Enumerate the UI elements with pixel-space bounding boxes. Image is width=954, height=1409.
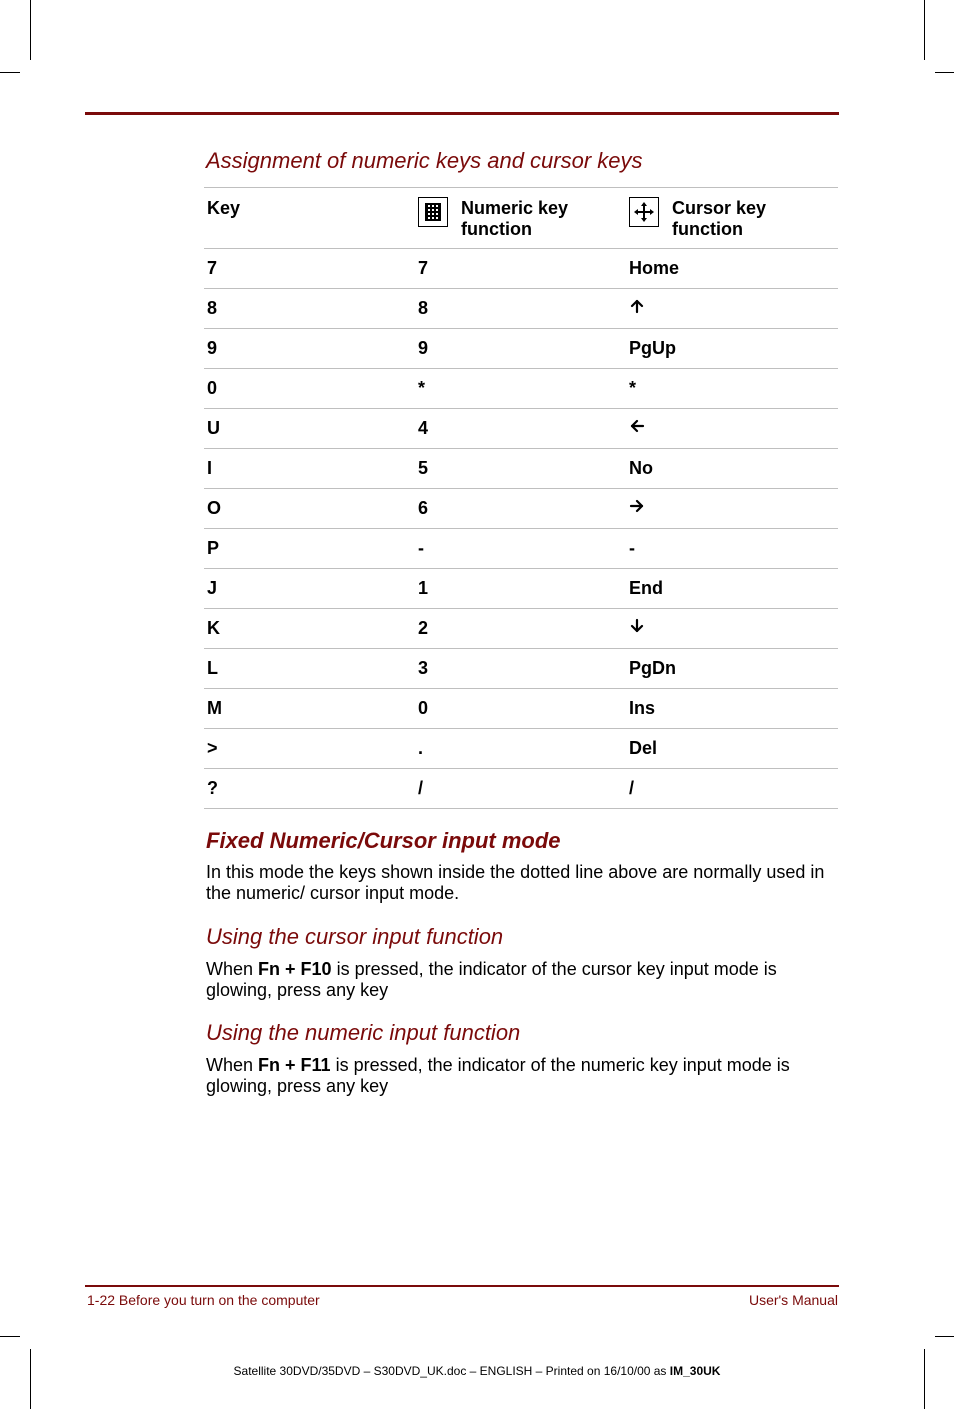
cell-cursor: - (629, 538, 635, 558)
table-row (204, 729, 838, 769)
cursor-input-text: When Fn + F10 is pressed, the indicator of the cursor key input mode is glowing, press any key (206, 959, 777, 1000)
table-row (204, 329, 838, 369)
table-title: Assignment of numeric keys and cursor keys (206, 148, 643, 173)
header-numeric (418, 188, 629, 249)
cell-cursor (629, 609, 838, 649)
header-key: Key (207, 198, 241, 218)
header-rule (85, 112, 839, 115)
cell-key: U (207, 418, 220, 438)
cell-numeric: 7 (418, 258, 429, 278)
cell-cursor: PgDn (629, 658, 676, 678)
numeric-input-keys: Fn + F11 (258, 1055, 331, 1075)
cell-cursor: Home (629, 258, 680, 278)
cursor-cross-icon (629, 197, 659, 227)
cell-cursor (629, 409, 838, 449)
crop-mark (935, 1336, 954, 1337)
cell-cursor: End (629, 578, 663, 598)
cell-numeric: 1 (418, 578, 429, 598)
keypad-grid-icon (418, 197, 448, 227)
table-row (204, 529, 838, 569)
cell-cursor: Ins (629, 698, 656, 718)
table-row (204, 609, 838, 649)
arrow-down-icon (629, 618, 645, 639)
footer-rule (85, 1285, 839, 1287)
cell-key: 8 (207, 298, 218, 318)
header-numeric-line1: Numeric key (461, 198, 569, 218)
crop-mark (924, 1349, 925, 1409)
cell-key: I (207, 458, 213, 478)
table-row (204, 769, 838, 809)
table-row (204, 449, 838, 489)
table-row (204, 249, 838, 289)
print-info-line: Satellite 30DVD/35DVD – S30DVD_UK.doc – ENGLISH – Printed on 16/10/00 as IM_30UK (233, 1364, 721, 1378)
cell-numeric: * (418, 378, 426, 398)
cell-cursor: PgUp (629, 338, 676, 358)
header-cursor (629, 188, 838, 249)
table-row (204, 569, 838, 609)
cursor-input-section (206, 924, 836, 1001)
cell-key: K (207, 618, 220, 638)
cell-key: ? (207, 778, 218, 798)
cell-key: J (207, 578, 218, 598)
cell-key: M (207, 698, 222, 718)
cell-cursor (629, 289, 838, 329)
cell-numeric: 8 (418, 298, 429, 318)
arrow-left-icon (629, 418, 645, 439)
table-header-row (204, 188, 838, 249)
cell-numeric: - (418, 538, 424, 558)
cell-cursor: * (629, 378, 637, 398)
table-row (204, 369, 838, 409)
key-assignment-table (204, 187, 838, 809)
header-cursor-line1: Cursor key (672, 198, 767, 218)
table-row (204, 489, 838, 529)
cell-numeric: 6 (418, 498, 429, 518)
cell-numeric: 2 (418, 618, 429, 638)
cell-numeric: 4 (418, 418, 429, 438)
crop-mark (30, 1349, 31, 1409)
cell-cursor: No (629, 458, 653, 478)
cell-key: > (207, 738, 218, 758)
fixed-mode-section (206, 828, 836, 904)
crop-mark (0, 1336, 20, 1337)
footer-page-ref: 1-22 Before you turn on the computer (87, 1292, 320, 1308)
table-row (204, 649, 838, 689)
cursor-input-keys: Fn + F10 (258, 959, 332, 979)
fixed-mode-text: In this mode the keys shown inside the dotted line above are normally used in the numeric/ cursor input mode. (206, 862, 825, 903)
crop-mark (0, 72, 20, 73)
print-code: IM_30UK (669, 1364, 721, 1378)
cell-numeric: / (418, 778, 424, 798)
cell-cursor: Del (629, 738, 658, 758)
cell-numeric: . (418, 738, 424, 758)
footer-manual: User's Manual (748, 1292, 838, 1308)
table-row (204, 409, 838, 449)
crop-mark (30, 0, 31, 60)
cell-key: L (207, 658, 218, 678)
numeric-input-heading: Using the numeric input function (206, 1020, 521, 1045)
cell-key: 0 (207, 378, 218, 398)
cell-key: 7 (207, 258, 218, 278)
fixed-mode-heading: Fixed Numeric/Cursor input mode (206, 828, 561, 853)
header-cursor-line2: function (672, 219, 743, 239)
arrow-right-icon (629, 498, 645, 519)
arrow-up-icon (629, 298, 645, 319)
cell-key: P (207, 538, 220, 558)
header-numeric-line2: function (461, 219, 532, 239)
cell-numeric: 0 (418, 698, 429, 718)
numeric-input-section (206, 1020, 836, 1097)
cell-key: O (207, 498, 222, 518)
table-row (204, 689, 838, 729)
cell-cursor: / (629, 778, 635, 798)
cell-numeric: 3 (418, 658, 429, 678)
cell-cursor (629, 489, 838, 529)
crop-mark (935, 72, 954, 73)
cursor-input-heading: Using the cursor input function (206, 924, 504, 949)
cell-numeric: 5 (418, 458, 429, 478)
table-row (204, 289, 838, 329)
numeric-input-text: When Fn + F11 is pressed, the indicator of the numeric key input mode is glowing, press any key (206, 1055, 790, 1096)
cell-key: 9 (207, 338, 218, 358)
cell-numeric: 9 (418, 338, 429, 358)
crop-mark (924, 0, 925, 60)
